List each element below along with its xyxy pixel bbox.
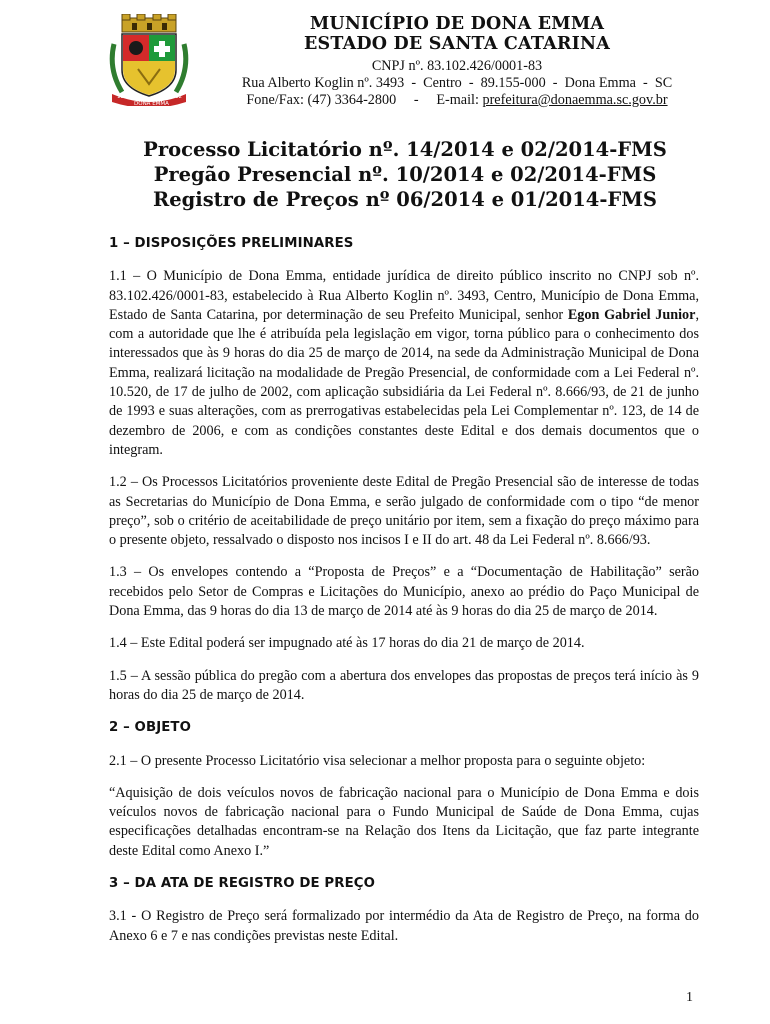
- paragraph-1-2: 1.2 – Os Processos Licitatórios proveniente deste Edital de Pregão Presencial são de interesse de todas as Secretarias do Município de Dona Emma, e serão julgado de conformidade com o tipo “de menor preço”, sob o critério de aceitabilidade de preço unitário por item, sem a fixação do preço máximo para o presente objeto, ressalvado o disposto nos incisos I e II do art. 48 da Lei Federal nº. 8.666/93.: [109, 474, 699, 549]
- email-label: E-mail:: [436, 92, 483, 108]
- paragraph-1-4: 1.4 – Este Edital poderá ser impugnado até às 17 horas do dia 21 de março de 2014.: [109, 635, 585, 652]
- phone-text: Fone/Fax: (47) 3364-2800: [246, 92, 397, 108]
- paragraph-1-5: 1.5 – A sessão pública do pregão com a abertura dos envelopes das propostas de preços terá início às 9 horas do dia 25 de março de 2014.: [109, 667, 699, 703]
- contact-line: Fone/Fax: (47) 3364-2800 - E-mail: prefeitura@donaemma.sc.gov.br: [246, 92, 668, 108]
- crest-year-right: 1962: [168, 94, 182, 100]
- document-titles: [60, 137, 750, 212]
- title-pregao: Pregão Presencial nº. 10/2014 e 02/2014-FMS: [153, 163, 657, 186]
- title-registro: Registro de Preços nº 06/2014 e 01/2014-FMS: [153, 188, 657, 211]
- title-processo: Processo Licitatório nº. 14/2014 e 02/2014-FMS: [143, 138, 667, 161]
- address-line: Rua Alberto Koglin nº. 3493 - Centro - 89.155-000 - Dona Emma - SC: [241, 75, 673, 91]
- municipal-coat-of-arms-icon: [108, 14, 190, 106]
- paragraph-1-1: [109, 267, 699, 460]
- page-number: 1: [686, 990, 693, 1005]
- section-heading-3: 3 – DA ATA DE REGISTRO DE PREÇO: [109, 876, 376, 892]
- paragraph-3-1: 3.1 - O Registro de Preço será formalizado por intermédio da Ata de Registro de Preço, na forma do Anexo 6 e 7 e nas condições previstas neste Edital.: [109, 908, 699, 944]
- crest-banner-text: DONA EMMA: [134, 101, 169, 106]
- paragraph-1-1-part-a: 1.1 – O Município de Dona Emma, entidade jurídica de direito público inscrito no CNPJ sob nº. 83.102.426/0001-83, estabelecido à Rua Alberto Koglin nº. 3493, Centro, Município de Dona Emma, Estado de Santa Catarina, por determinação de seu Prefeito Municipal, senhor: [109, 268, 699, 323]
- section-heading-1: 1 – DISPOSIÇÕES PRELIMINARES: [109, 236, 354, 251]
- email-link[interactable]: prefeitura@donaemma.sc.gov.br: [482, 92, 668, 108]
- paragraph-1-3: 1.3 – Os envelopes contendo a “Proposta de Preços” e a “Documentação de Habilitação” serão recebidos pelo Setor de Compras e Licitações do Município, anexo ao prédio do Paço Municipal de Dona Emma, das 9 horas do dia 13 de março de 2014 até às 9 horas do dia 25 de março de 2014.: [109, 564, 699, 620]
- municipality-name: MUNICÍPIO DE DONA EMMA: [309, 14, 605, 34]
- letterhead: [212, 14, 702, 109]
- section-heading-2: 2 – OBJETO: [109, 720, 192, 736]
- mayor-name: Egon Gabriel Junior: [567, 306, 696, 323]
- paragraph-1-1-part-b: , com a autoridade que lhe é atribuída pela legislação em vigor, torna público para o conhecimento dos interessados que às 9 horas do dia 25 de março de 2014, na sede da Administração Municipal de Dona Emma, realizará licitação na modalidade de Pregão Presencial, de conformidade com a Lei Federal nº. 10.520, de 17 de julho de 2002, com aplicação subsidiária da Lei Federal nº. 8.666/93, de 21 de junho de 1993 e suas alterações, com as prerrogativas estabelecidas pela Lei Complementar nº. 123, de 14 de dezembro de 2006, e com as condições constantes deste Edital e dos demais documentos que o integram.: [109, 306, 699, 458]
- state-name: ESTADO DE SANTA CATARINA: [304, 34, 610, 54]
- cnpj-line: CNPJ nº. 83.102.426/0001-83: [371, 58, 543, 74]
- crest-year-left: 1918: [117, 94, 131, 100]
- object-quote: “Aquisição de dois veículos novos de fabricação nacional para o Município de Dona Emma e dois veículos novos de fabricação nacional para o Fundo Municipal de Saúde de Dona Emma, cujas especificações detalhadas encontram-se na Relação dos Itens da Licitação, que faz parte integrante deste Edital como Anexo I.”: [109, 784, 699, 859]
- document-body: [109, 234, 699, 959]
- paragraph-2-1: 2.1 – O presente Processo Licitatório visa selecionar a melhor proposta para o seguinte objeto:: [109, 752, 646, 769]
